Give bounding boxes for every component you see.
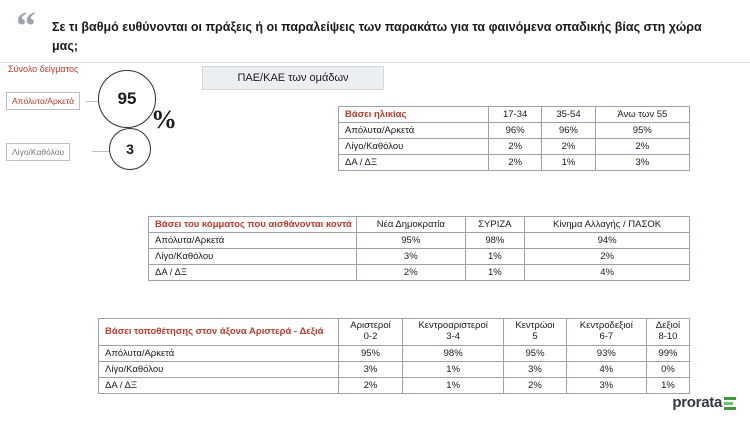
table-age-col-0: 17-34: [489, 107, 542, 123]
table-axis-col-4-line1: Δεξιοί: [655, 320, 681, 331]
table-party-cell-1-0: 3%: [357, 249, 466, 265]
table-axis-col-3-line2: 6-7: [599, 330, 614, 342]
table-row: [149, 233, 690, 249]
table-axis-cell-2-1: 1%: [402, 377, 503, 393]
value-bubble-little: 3: [109, 128, 151, 170]
table-age-cell-2-0: 2%: [489, 155, 542, 171]
bars-icon: [724, 397, 736, 410]
table-party-cell-0-1: 98%: [465, 233, 525, 249]
table-age-cell-1-0: 2%: [489, 139, 542, 155]
table-row: [99, 361, 690, 377]
table-axis-col-4: [646, 319, 689, 346]
table-axis-cell-0-4: 99%: [646, 345, 689, 361]
table-axis-cell-1-1: 1%: [402, 361, 503, 377]
table-axis-cell-1-2: 3%: [504, 361, 566, 377]
table-axis-row-0-label: Απόλυτα/Αρκετά: [99, 345, 339, 361]
table-row: [339, 155, 690, 171]
table-age-col-2: Άνω των 55: [595, 107, 689, 123]
legend-little: Λίγο/Καθόλου: [6, 143, 70, 161]
brand-logo-text: prorata: [672, 394, 722, 411]
table-age-col-1: 35-54: [542, 107, 595, 123]
table-axis-col-4-line2: 8-10: [658, 330, 678, 342]
table-axis-cell-1-0: 3%: [339, 361, 403, 377]
table-axis-cell-0-3: 93%: [566, 345, 646, 361]
table-axis-col-0: [339, 319, 403, 346]
table-party-col-0: Νέα Δημοκρατία: [357, 217, 466, 233]
table-age-row-2-label: ΔΑ / ΔΞ: [339, 155, 489, 171]
table-row: [99, 345, 690, 361]
table-axis-cell-0-2: 95%: [504, 345, 566, 361]
table-axis-cell-2-3: 3%: [566, 377, 646, 393]
table-party-cell-2-1: 1%: [465, 265, 525, 281]
table-party-cell-2-2: 4%: [525, 265, 690, 281]
page-title: Σε τι βαθμό ευθύνονται οι πράξεις ή οι παραλείψεις των παρακάτω για τα φαινόμενα οπαδικής βίας στη χώρα μας;: [52, 20, 702, 54]
table-axis-col-1-line2: 3-4: [446, 330, 461, 342]
table-age-corner: Βάσει ηλικίας: [339, 107, 489, 123]
quote-icon: “: [16, 3, 36, 48]
table-party-cell-1-2: 2%: [525, 249, 690, 265]
table-age-cell-1-2: 2%: [595, 139, 689, 155]
table-party-cell-2-0: 2%: [357, 265, 466, 281]
table-by-left-right-axis: [98, 318, 690, 394]
table-axis-cell-1-4: 0%: [646, 361, 689, 377]
table-axis-col-2-line1: Κεντρώοι: [515, 320, 555, 331]
table-row: [99, 377, 690, 393]
table-by-party: [148, 216, 690, 281]
table-party-cell-0-0: 95%: [357, 233, 466, 249]
table-axis-col-1-line1: Κεντροαριστεροί: [418, 320, 488, 331]
legend-absolutely: Απόλυτα/Αρκετά: [6, 92, 80, 110]
table-axis-col-2-line2: 5: [532, 330, 538, 342]
table-axis-cell-0-0: 95%: [339, 345, 403, 361]
table-age-cell-0-1: 96%: [542, 123, 595, 139]
table-party-col-2: Κίνημα Αλλαγής / ΠΑΣΟΚ: [525, 217, 690, 233]
table-party-cell-0-2: 94%: [525, 233, 690, 249]
table-party-cell-1-1: 1%: [465, 249, 525, 265]
table-party-col-1: ΣΥΡΙΖΑ: [465, 217, 525, 233]
table-axis-row-2-label: ΔΑ / ΔΞ: [99, 377, 339, 393]
table-axis-cell-0-1: 98%: [402, 345, 503, 361]
table-axis-cell-2-0: 2%: [339, 377, 403, 393]
table-header-row: [99, 319, 690, 346]
table-age-cell-1-1: 2%: [542, 139, 595, 155]
percent-sign: %: [151, 105, 177, 134]
table-header-row: [149, 217, 690, 233]
table-axis-col-3-line1: Κεντροδεξιοί: [579, 320, 633, 331]
table-age-cell-0-2: 95%: [595, 123, 689, 139]
table-axis-cell-1-3: 4%: [566, 361, 646, 377]
table-axis-col-1: [402, 319, 503, 346]
table-row: [339, 123, 690, 139]
value-bubble-absolutely: 95: [98, 70, 156, 128]
table-age-cell-0-0: 96%: [489, 123, 542, 139]
table-row: [149, 249, 690, 265]
table-party-row-1-label: Λίγο/Καθόλου: [149, 249, 357, 265]
table-row: [339, 139, 690, 155]
table-axis-corner: Βάσει τοποθέτησης στον άξονα Αριστερά - Δεξιά: [99, 319, 339, 346]
table-age-row-0-label: Απόλυτα/Αρκετά: [339, 123, 489, 139]
table-axis-cell-2-4: 1%: [646, 377, 689, 393]
table-age-cell-2-2: 3%: [595, 155, 689, 171]
table-age-cell-2-1: 1%: [542, 155, 595, 171]
table-header-row: [339, 107, 690, 123]
table-age-row-1-label: Λίγο/Καθόλου: [339, 139, 489, 155]
table-party-row-2-label: ΔΑ / ΔΞ: [149, 265, 357, 281]
legend-connector-little: [92, 151, 110, 152]
table-party-row-0-label: Απόλυτα/Αρκετά: [149, 233, 357, 249]
table-axis-col-0-line2: 0-2: [363, 330, 378, 342]
table-party-corner: Βάσει του κόμματος που αισθάνονται κοντά: [149, 217, 357, 233]
total-sample-label: Σύνολο δείγματος: [8, 64, 79, 74]
table-axis-row-1-label: Λίγο/Καθόλου: [99, 361, 339, 377]
subject-banner: ΠΑΕ/ΚΑΕ των ομάδων: [202, 66, 384, 90]
table-row: [149, 265, 690, 281]
table-axis-cell-2-2: 2%: [504, 377, 566, 393]
table-axis-col-0-line1: Αριστεροί: [350, 320, 391, 331]
table-axis-col-2: [504, 319, 566, 346]
table-by-age: [338, 106, 690, 171]
brand-logo: [672, 394, 736, 411]
table-axis-col-3: [566, 319, 646, 346]
header-divider: [0, 62, 750, 63]
